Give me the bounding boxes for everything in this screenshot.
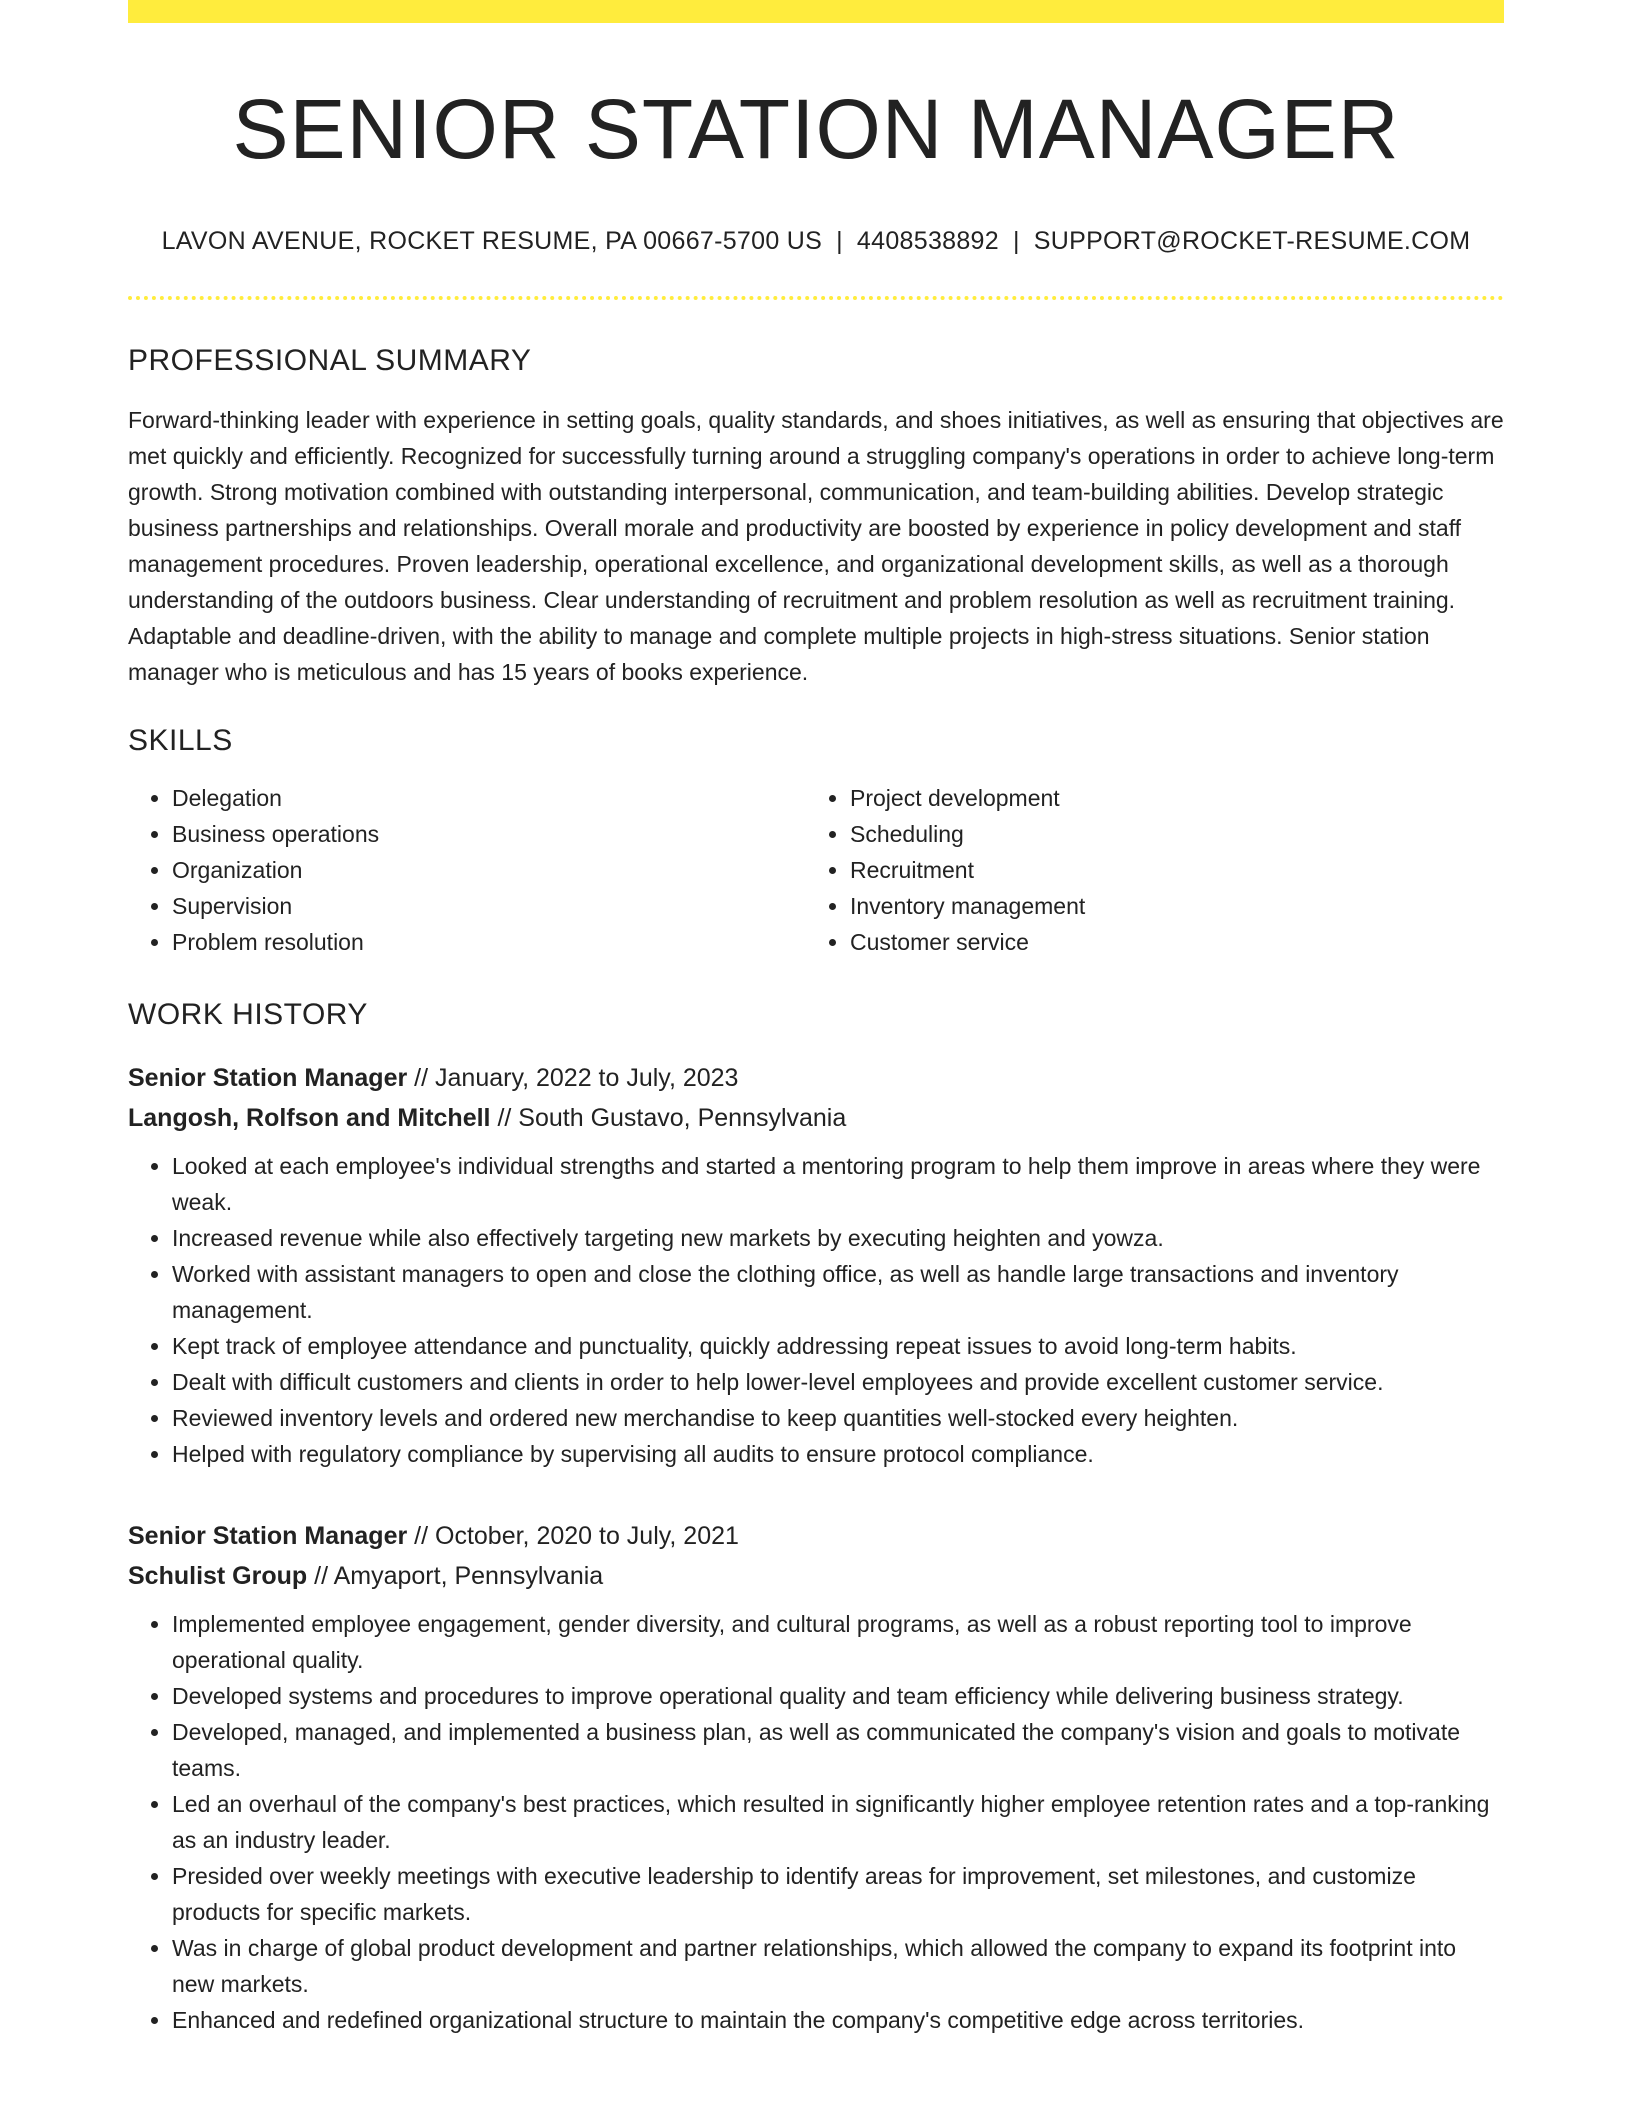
skill-item: • Scheduling <box>850 816 1484 852</box>
job-location: // Amyaport, Pennsylvania <box>314 1562 604 1591</box>
skills-columns <box>128 780 1504 960</box>
skill-item: • Customer service <box>850 924 1484 960</box>
job-bullet: • Looked at each employee's individual strengths and started a mentoring program to help them improve in areas where they were weak. <box>172 1148 1504 1220</box>
resume-page <box>128 0 1504 2038</box>
job-bullet: • Worked with assistant managers to open and close the clothing office, as well as handle large transactions and inventory management. <box>172 1256 1504 1328</box>
job-location: // South Gustavo, Pennsylvania <box>497 1104 847 1133</box>
job-company: Schulist Group <box>128 1562 308 1591</box>
job-bullet: • Led an overhaul of the company's best practices, which resulted in significantly higher employee retention rates and a top-ranking as an industry leader. <box>172 1786 1504 1858</box>
job-bullet: • Kept track of employee attendance and punctuality, quickly addressing repeat issues to avoid long-term habits. <box>172 1328 1504 1364</box>
work-history-heading: WORK HISTORY <box>128 998 368 1032</box>
job-entry <box>128 1516 1504 2038</box>
job-bullet: • Helped with regulatory compliance by supervising all audits to ensure protocol compliance. <box>172 1436 1504 1472</box>
job-dates: // January, 2022 to July, 2023 <box>414 1064 739 1093</box>
skills-list-left <box>128 780 806 960</box>
resume-name: SENIOR STATION MANAGER <box>232 82 1400 176</box>
summary-heading: PROFESSIONAL SUMMARY <box>128 344 532 378</box>
job-role: Senior Station Manager <box>128 1064 408 1093</box>
job-role-line <box>128 1058 1504 1098</box>
skill-item: • Recruitment <box>850 852 1484 888</box>
job-role-line <box>128 1516 1504 1556</box>
job-bullet: • Developed systems and procedures to improve operational quality and team efficiency while delivering business strategy. <box>172 1678 1504 1714</box>
job-role: Senior Station Manager <box>128 1522 408 1551</box>
job-bullet: • Was in charge of global product development and partner relationships, which allowed the company to expand its footprint into new markets. <box>172 1930 1504 2002</box>
contact-line <box>128 227 1504 256</box>
job-company-line <box>128 1098 1504 1138</box>
contact-separator: | <box>1012 227 1020 256</box>
skill-item: • Supervision <box>172 888 806 924</box>
job-dates: // October, 2020 to July, 2021 <box>414 1522 739 1551</box>
skill-item: • Inventory management <box>850 888 1484 924</box>
skill-item: • Project development <box>850 780 1484 816</box>
skill-item: • Problem resolution <box>172 924 806 960</box>
skill-item: • Delegation <box>172 780 806 816</box>
contact-address: LAVON AVENUE, ROCKET RESUME, PA 00667-5700 US <box>161 227 823 256</box>
job-company-line <box>128 1556 1504 1596</box>
job-bullet: • Developed, managed, and implemented a business plan, as well as communicated the company's vision and goals to motivate teams. <box>172 1714 1504 1786</box>
job-bullet: • Increased revenue while also effectively targeting new markets by executing heighten and yowza. <box>172 1220 1504 1256</box>
job-bullet: • Enhanced and redefined organizational structure to maintain the company's competitive edge across territories. <box>172 2002 1504 2038</box>
summary-text: Forward-thinking leader with experience in setting goals, quality standards, and shoes initiatives, as well as ensuring that objectives are met quickly and efficiently. Recognized for successfully turning around a struggling company's operations in order to achieve long-term growth. Strong motivation combined with outstanding interpersonal, communication, and team-building abilities. Develop strategic business partnerships and relationships. Overall morale and productivity are boosted by experience in policy development and staff management procedures. Proven leadership, operational excellence, and organizational development skills, as well as a thorough understanding of the outdoors business. Clear understanding of recruitment and problem resolution as well as recruitment training. Adaptable and deadline-driven, with the ability to manage and complete multiple projects in high-stress situations. Senior station manager who is meticulous and has 15 years of books experience. <box>128 407 1504 686</box>
dotted-divider <box>128 296 1504 300</box>
contact-separator: | <box>836 227 843 256</box>
job-bullets <box>128 1148 1504 1472</box>
contact-email[interactable]: SUPPORT@ROCKET-RESUME.COM <box>1033 227 1471 256</box>
skill-item: • Organization <box>172 852 806 888</box>
job-bullet: • Reviewed inventory levels and ordered new merchandise to keep quantities well-stocked every heighten. <box>172 1400 1504 1436</box>
contact-phone[interactable]: 4408538892 <box>856 227 999 256</box>
skills-heading: SKILLS <box>128 724 233 758</box>
job-company: Langosh, Rolfson and Mitchell <box>128 1104 491 1133</box>
job-bullet: • Dealt with difficult customers and clients in order to help lower-level employees and provide excellent customer service. <box>172 1364 1504 1400</box>
job-bullets <box>128 1606 1504 2038</box>
top-accent-bar <box>128 0 1504 23</box>
job-bullet: • Presided over weekly meetings with executive leadership to identify areas for improvement, set milestones, and customize products for specific markets. <box>172 1858 1504 1930</box>
skills-list-right <box>806 780 1484 960</box>
job-bullet: • Implemented employee engagement, gender diversity, and cultural programs, as well as a robust reporting tool to improve operational quality. <box>172 1606 1504 1678</box>
job-entry <box>128 1058 1504 1472</box>
skill-item: • Business operations <box>172 816 806 852</box>
